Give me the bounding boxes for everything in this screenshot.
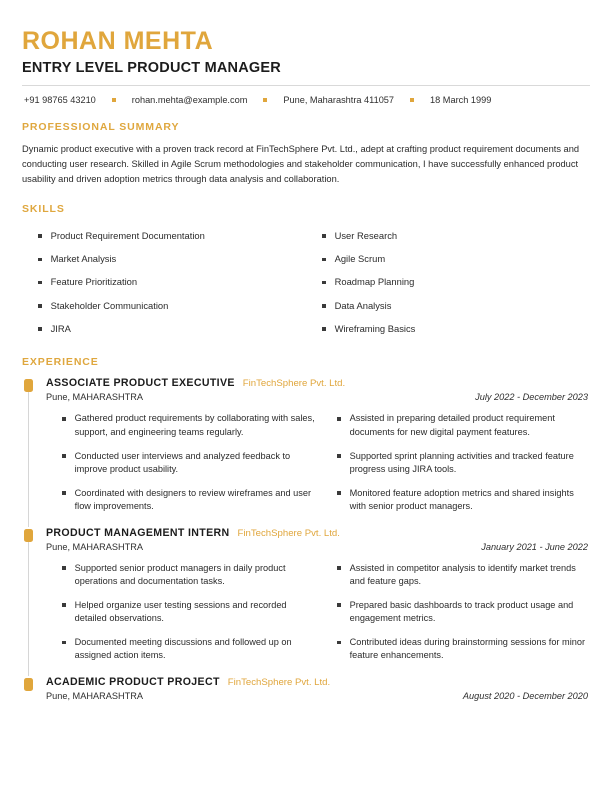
experience-bullet bbox=[337, 562, 590, 588]
square-bullet-icon bbox=[322, 234, 326, 238]
bullet-text: Conducted user interviews and analyzed feedback to improve product usability. bbox=[74, 450, 291, 474]
square-bullet-icon bbox=[62, 454, 66, 458]
square-bullet-icon bbox=[62, 417, 66, 421]
job-title: PRODUCT MANAGEMENT INTERN bbox=[46, 526, 230, 539]
skill-label: Market Analysis bbox=[50, 253, 117, 265]
bullet-text: Helped organize user testing sessions and recorded detailed observations. bbox=[74, 599, 287, 624]
bullet-text: Prepared basic dashboards to track product usage and engagement metrics. bbox=[349, 599, 574, 624]
experience-bullet bbox=[62, 599, 315, 625]
summary-text: Dynamic product executive with a proven track record at FinTechSphere Pvt. Ltd., adept at crafting product requirement documents and conducting user research. Skilled in Agile Scrum methodologies and stakeholder communication, I have successfully enhanced product usability and driven adoption metrics through data analysis and collaboration. bbox=[22, 144, 580, 185]
experience-subheading bbox=[46, 691, 590, 701]
square-bullet-icon bbox=[62, 566, 66, 570]
square-bullet-icon bbox=[38, 327, 42, 331]
job-dates: July 2022 - December 2023 bbox=[475, 392, 588, 403]
bullet-text: Coordinated with designers to review wireframes and user flow improvements. bbox=[74, 487, 312, 511]
square-bullet-icon bbox=[322, 327, 326, 331]
skill-label: Data Analysis bbox=[334, 299, 392, 311]
skill-item bbox=[322, 271, 590, 294]
bullet-text: Monitored feature adoption metrics and shared insights with senior product managers. bbox=[349, 487, 574, 511]
experience-bullet bbox=[62, 487, 315, 513]
experience-bullet bbox=[337, 412, 590, 438]
square-bullet-icon bbox=[337, 491, 341, 495]
company-name: FinTechSphere Pvt. Ltd. bbox=[227, 677, 331, 689]
square-bullet-icon bbox=[62, 491, 66, 495]
experience-heading bbox=[46, 527, 590, 539]
experience-entry bbox=[22, 676, 590, 701]
bullet-column bbox=[62, 562, 315, 662]
bullet-text: Contributed ideas during brainstorming sessions for minor feature enhancements. bbox=[349, 637, 586, 661]
experience-bullet bbox=[337, 487, 590, 513]
skill-item bbox=[322, 317, 590, 340]
experience-bullets bbox=[46, 412, 590, 512]
experience-list bbox=[22, 377, 590, 701]
resume-header bbox=[22, 28, 590, 105]
company-name: FinTechSphere Pvt. Ltd. bbox=[242, 378, 346, 390]
section-title-summary: PROFESSIONAL SUMMARY bbox=[22, 121, 180, 134]
job-location: Pune, MAHARASHTRA bbox=[46, 541, 144, 552]
skill-item bbox=[38, 271, 306, 294]
job-dates: January 2021 - June 2022 bbox=[481, 541, 588, 552]
skill-label: JIRA bbox=[50, 322, 71, 334]
skill-label: Wireframing Basics bbox=[334, 322, 416, 334]
skill-item bbox=[38, 317, 306, 340]
job-dates: August 2020 - December 2020 bbox=[462, 691, 588, 702]
experience-entry bbox=[22, 377, 590, 526]
contact-item: +91 98765 43210 bbox=[24, 95, 96, 106]
contact-item: rohan.mehta@example.com bbox=[131, 95, 248, 106]
square-bullet-icon bbox=[62, 641, 66, 645]
skill-label: Feature Prioritization bbox=[50, 276, 138, 288]
job-title: ACADEMIC PRODUCT PROJECT bbox=[46, 676, 220, 689]
skill-label: User Research bbox=[334, 229, 398, 241]
skill-item bbox=[322, 224, 590, 247]
section-title-experience: EXPERIENCE bbox=[22, 356, 99, 369]
job-location: Pune, MAHARASHTRA bbox=[46, 392, 144, 403]
skill-label: Stakeholder Communication bbox=[50, 299, 169, 311]
skill-item bbox=[322, 294, 590, 317]
square-bullet-icon bbox=[38, 281, 42, 285]
bullet-text: Documented meeting discussions and followed up on assigned action items. bbox=[74, 637, 292, 661]
header-divider bbox=[22, 85, 590, 86]
bullet-text: Supported senior product managers in daily product operations and documentation tasks. bbox=[74, 562, 286, 586]
candidate-name: ROHAN MEHTA bbox=[22, 27, 214, 55]
skill-item bbox=[38, 248, 306, 271]
candidate-headline: ENTRY LEVEL PRODUCT MANAGER bbox=[22, 60, 281, 77]
bullet-text: Supported sprint planning activities and tracked feature progress using JIRA tools. bbox=[349, 450, 574, 474]
square-bullet-icon bbox=[322, 304, 326, 308]
contact-row bbox=[22, 95, 590, 105]
bullet-text: Assisted in preparing detailed product requirement documents for new digital payment features. bbox=[349, 413, 555, 437]
section-title-skills: SKILLS bbox=[22, 203, 65, 216]
section-professional-summary bbox=[22, 121, 590, 187]
job-location: Pune, MAHARASHTRA bbox=[46, 691, 144, 702]
bullet-column bbox=[337, 412, 590, 512]
bullet-text: Gathered product requirements by collaborating with sales, support, and engineering teams regularly. bbox=[74, 413, 315, 437]
timeline-marker-icon bbox=[24, 678, 33, 691]
experience-bullet bbox=[337, 450, 590, 476]
timeline-rail bbox=[28, 381, 29, 526]
experience-bullet bbox=[62, 450, 315, 476]
timeline-marker-icon bbox=[24, 379, 33, 392]
section-experience bbox=[22, 356, 590, 701]
experience-entry bbox=[22, 527, 590, 676]
experience-heading bbox=[46, 676, 590, 688]
square-bullet-icon bbox=[337, 417, 341, 421]
skill-label: Agile Scrum bbox=[334, 253, 386, 265]
contact-separator-icon bbox=[112, 98, 116, 102]
experience-bullet bbox=[62, 412, 315, 438]
experience-subheading bbox=[46, 392, 590, 402]
experience-bullet bbox=[62, 636, 315, 662]
skill-item bbox=[38, 294, 306, 317]
square-bullet-icon bbox=[38, 304, 42, 308]
skill-label: Roadmap Planning bbox=[334, 276, 415, 288]
experience-bullet bbox=[337, 636, 590, 662]
experience-subheading bbox=[46, 542, 590, 552]
job-title: ASSOCIATE PRODUCT EXECUTIVE bbox=[46, 377, 235, 390]
experience-bullet bbox=[62, 562, 315, 588]
experience-bullets bbox=[46, 562, 590, 662]
bullet-text: Assisted in competitor analysis to identify market trends and feature gaps. bbox=[349, 562, 576, 586]
skill-item bbox=[322, 248, 590, 271]
bullet-column bbox=[62, 412, 315, 512]
square-bullet-icon bbox=[322, 281, 326, 285]
contact-item: Pune, Maharashtra 411057 bbox=[283, 95, 395, 106]
bullet-column bbox=[337, 562, 590, 662]
timeline-marker-icon bbox=[24, 529, 33, 542]
company-name: FinTechSphere Pvt. Ltd. bbox=[237, 527, 340, 539]
skill-label: Product Requirement Documentation bbox=[50, 229, 205, 241]
square-bullet-icon bbox=[337, 641, 341, 645]
contact-item: 18 March 1999 bbox=[430, 95, 492, 106]
skill-item bbox=[38, 224, 306, 247]
square-bullet-icon bbox=[337, 566, 341, 570]
experience-bullet bbox=[337, 599, 590, 625]
square-bullet-icon bbox=[38, 258, 42, 262]
square-bullet-icon bbox=[322, 258, 326, 262]
contact-separator-icon bbox=[410, 98, 414, 102]
contact-separator-icon bbox=[263, 98, 267, 102]
section-skills bbox=[22, 203, 590, 340]
timeline-rail bbox=[28, 531, 29, 676]
experience-heading bbox=[46, 377, 590, 389]
square-bullet-icon bbox=[62, 603, 66, 607]
square-bullet-icon bbox=[337, 603, 341, 607]
skills-grid bbox=[22, 224, 590, 340]
square-bullet-icon bbox=[337, 454, 341, 458]
square-bullet-icon bbox=[38, 234, 42, 238]
